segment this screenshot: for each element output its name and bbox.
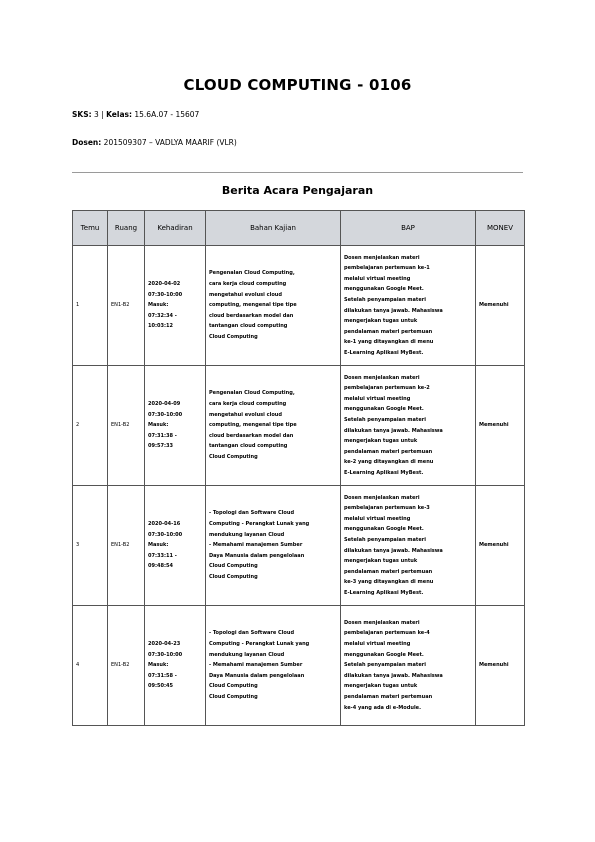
table-header-row: [73, 211, 525, 246]
bap-line: pembelajaran pertemuan ke-2: [344, 385, 430, 392]
kehadiran-line: 07:31:38 -: [148, 432, 177, 439]
kehadiran-line: 07:30-10:00: [148, 651, 183, 658]
header-monev: MONEV: [476, 211, 525, 246]
kehadiran-line: 09:50:45: [148, 683, 174, 690]
bap-line: ke-4 yang ada di e-Module.: [344, 704, 421, 711]
kehadiran-line: Masuk:: [148, 662, 169, 669]
cell-ruang: EN1-B2: [108, 366, 145, 486]
sks-value: 3: [94, 110, 99, 119]
kehadiran-line: 07:30-10:00: [148, 531, 183, 538]
bap-line: melalui virtual meeting: [344, 395, 411, 402]
bap-line: menggunakan Google Meet.: [344, 286, 424, 293]
bahan-line: - Topologi dan Software Cloud: [209, 630, 295, 637]
bap-line: ke-2 yang ditayangkan di menu: [344, 459, 434, 466]
kelas-value: 15.6A.07 - 15607: [134, 110, 200, 119]
kehadiran-line: 2020-04-09: [148, 401, 181, 408]
cell-kehadiran: [145, 486, 206, 606]
separator: |: [101, 110, 104, 119]
bap-line: pendalaman materi pertemuan: [344, 328, 433, 335]
bahan-line: tantangan cloud computing: [209, 323, 288, 330]
cell-kehadiran: [145, 246, 206, 366]
cell-bap: [341, 246, 476, 366]
bap-line: Dosen menjelaskan materi: [344, 619, 420, 626]
bap-line: dilakukan tanya jawab. Mahasiswa: [344, 672, 443, 679]
bahan-line: Computing - Perangkat Lunak yang: [209, 641, 310, 648]
kehadiran-line: 07:30-10:00: [148, 411, 183, 418]
bap-line: E-Learning Aplikasi MyBest.: [344, 469, 424, 476]
kehadiran-line: 09:48:54: [148, 563, 174, 570]
bap-line: mengerjakan tugas untuk: [344, 558, 418, 565]
divider: [72, 172, 523, 173]
bahan-line: Pengenalan Cloud Computing,: [209, 270, 295, 277]
bap-line: Setelah penyampaian materi: [344, 416, 426, 423]
table-row: [73, 486, 525, 606]
lecturer-info: [72, 138, 237, 147]
bahan-line: Cloud Computing: [209, 563, 258, 570]
cell-monev: Memenuhi: [476, 366, 525, 486]
dosen-label: Dosen:: [72, 138, 102, 147]
bap-line: dilakukan tanya jawab. Mahasiswa: [344, 427, 443, 434]
bap-line: Setelah penyampaian materi: [344, 296, 426, 303]
cell-monev: Memenuhi: [476, 486, 525, 606]
cell-kehadiran: [145, 366, 206, 486]
bahan-line: mengetahui evolusi cloud: [209, 411, 282, 418]
header-ruang: Ruang: [108, 211, 145, 246]
header-bahan-kajian: Bahan Kajian: [206, 211, 341, 246]
bap-line: menggunakan Google Meet.: [344, 526, 424, 533]
bap-line: melalui virtual meeting: [344, 275, 411, 282]
bap-line: dilakukan tanya jawab. Mahasiswa: [344, 307, 443, 314]
cell-bahan-kajian: [206, 606, 341, 726]
bahan-line: cara kerja cloud computing: [209, 281, 287, 288]
bahan-line: - Memahami manajemen Sumber: [209, 542, 303, 549]
cell-bap: [341, 486, 476, 606]
header-kehadiran: Kehadiran: [145, 211, 206, 246]
bap-line: ke-1 yang ditayangkan di menu: [344, 339, 434, 346]
bap-line: pendalaman materi pertemuan: [344, 693, 433, 700]
course-info: [72, 110, 199, 119]
header-temu: Temu: [73, 211, 108, 246]
kehadiran-line: 07:32:34 -: [148, 312, 177, 319]
bahan-line: - Topologi dan Software Cloud: [209, 510, 295, 517]
bap-line: melalui virtual meeting: [344, 641, 411, 648]
bahan-line: Cloud Computing: [209, 683, 258, 690]
cell-temu: 4: [73, 606, 108, 726]
bahan-line: mendukung layanan Cloud: [209, 651, 285, 658]
bahan-line: Pengenalan Cloud Computing,: [209, 390, 295, 397]
kelas-label: Kelas:: [106, 110, 132, 119]
bahan-line: Cloud Computing: [209, 333, 258, 340]
cell-ruang: EN1-B2: [108, 486, 145, 606]
table-row: [73, 606, 525, 726]
cell-temu: 3: [73, 486, 108, 606]
kehadiran-line: Masuk:: [148, 542, 169, 549]
bap-line: E-Learning Aplikasi MyBest.: [344, 589, 424, 596]
kehadiran-line: 07:31:58 -: [148, 672, 177, 679]
kehadiran-line: 07:30-10:00: [148, 291, 183, 298]
cell-monev: Memenuhi: [476, 246, 525, 366]
bap-table: [72, 210, 525, 726]
dosen-value: 201509307 – VADLYA MAARIF (VLR): [103, 138, 237, 147]
bap-line: Dosen menjelaskan materi: [344, 254, 420, 261]
sks-label: SKS:: [72, 110, 92, 119]
bahan-line: Computing - Perangkat Lunak yang: [209, 521, 310, 528]
bahan-line: computing, mengenal tipe tipe: [209, 422, 297, 429]
bap-line: pembelajaran pertemuan ke-1: [344, 265, 430, 272]
bahan-line: computing, mengenal tipe tipe: [209, 302, 297, 309]
bap-line: menggunakan Google Meet.: [344, 406, 424, 413]
bap-line: ke-3 yang ditayangkan di menu: [344, 579, 434, 586]
bahan-line: Cloud Computing: [209, 693, 258, 700]
kehadiran-line: Masuk:: [148, 422, 169, 429]
kehadiran-line: 2020-04-02: [148, 281, 181, 288]
bahan-line: - Memahami manajemen Sumber: [209, 662, 303, 669]
bahan-line: cara kerja cloud computing: [209, 401, 287, 408]
kehadiran-line: 2020-04-23: [148, 641, 181, 648]
bahan-line: cloud berdasarkan model dan: [209, 312, 294, 319]
cell-temu: 2: [73, 366, 108, 486]
cell-ruang: EN1-B2: [108, 606, 145, 726]
cell-monev: Memenuhi: [476, 606, 525, 726]
bahan-line: tantangan cloud computing: [209, 443, 288, 450]
cell-bahan-kajian: [206, 366, 341, 486]
bahan-line: mengetahui evolusi cloud: [209, 291, 282, 298]
bahan-line: Daya Manusia dalam pengelolaan: [209, 672, 305, 679]
bap-line: melalui virtual meeting: [344, 515, 411, 522]
bap-line: pendalaman materi pertemuan: [344, 568, 433, 575]
kehadiran-line: Masuk:: [148, 302, 169, 309]
bap-line: Dosen menjelaskan materi: [344, 494, 420, 501]
section-title: Berita Acara Pengajaran: [221, 184, 374, 197]
bap-line: Setelah penyampaian materi: [344, 536, 426, 543]
kehadiran-line: 07:33:11 -: [148, 552, 177, 559]
bap-line: dilakukan tanya jawab. Mahasiswa: [344, 547, 443, 554]
bap-line: Setelah penyampaian materi: [344, 662, 426, 669]
bap-line: pembelajaran pertemuan ke-4: [344, 630, 430, 637]
cell-kehadiran: [145, 606, 206, 726]
cell-bap: [341, 366, 476, 486]
bap-line: E-Learning Aplikasi MyBest.: [344, 349, 424, 356]
bap-line: pembelajaran pertemuan ke-3: [344, 505, 430, 512]
bahan-line: mendukung layanan Cloud: [209, 531, 285, 538]
bap-line: mengerjakan tugas untuk: [344, 683, 418, 690]
kehadiran-line: 2020-04-16: [148, 521, 181, 528]
bap-line: mengerjakan tugas untuk: [344, 318, 418, 325]
bap-line: mengerjakan tugas untuk: [344, 438, 418, 445]
bahan-line: Daya Manusia dalam pengelolaan: [209, 552, 305, 559]
table-row: [73, 366, 525, 486]
table-row: [73, 246, 525, 366]
course-title: CLOUD COMPUTING - 0106: [183, 76, 412, 94]
cell-temu: 1: [73, 246, 108, 366]
kehadiran-line: 10:03:12: [148, 323, 174, 330]
header-bap: BAP: [341, 211, 476, 246]
bap-line: Dosen menjelaskan materi: [344, 374, 420, 381]
cell-bap: [341, 606, 476, 726]
bahan-line: cloud berdasarkan model dan: [209, 432, 294, 439]
cell-ruang: EN1-B2: [108, 246, 145, 366]
bap-line: menggunakan Google Meet.: [344, 651, 424, 658]
bap-line: pendalaman materi pertemuan: [344, 448, 433, 455]
cell-bahan-kajian: [206, 486, 341, 606]
bahan-line: Cloud Computing: [209, 453, 258, 460]
kehadiran-line: 09:57:33: [148, 443, 174, 450]
bahan-line: Cloud Computing: [209, 573, 258, 580]
cell-bahan-kajian: [206, 246, 341, 366]
